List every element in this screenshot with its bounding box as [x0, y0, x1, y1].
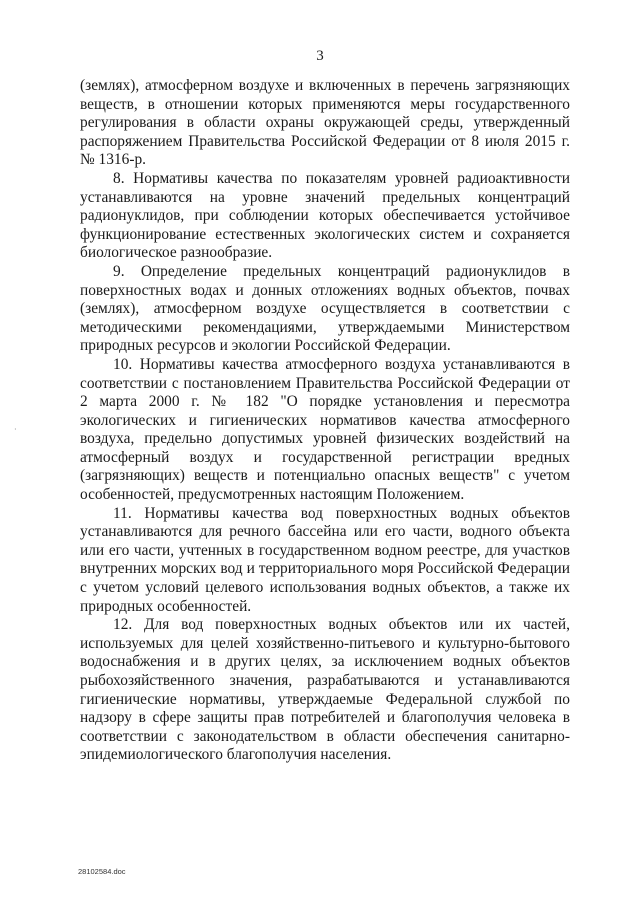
margin-mark: ·: [14, 425, 17, 434]
paragraph-8: 8. Нормативы качества по показателям уровней радиоактивности устанавливаются на уровне значений предельных концентраций радионуклидов, при соблюдении которых обеспечивается устойчивое функционирование естественных экологических систем и сохраняется биологическое разнообразие.: [80, 169, 570, 262]
page-number: 3: [316, 48, 324, 64]
paragraph-10: 10. Нормативы качества атмосферного воздуха устанавливаются в соответствии с постановлением Правительства Российской Федерации от 2 марта 2000 г. № 182 "О порядке установления и пересмотра экологических и гигиенических нормативов качества атмосферного воздуха, предельно допустимых уровней физических воздействий на атмосферный воздух и государственной регистрации вредных (загрязняющих) веществ и потенциально опасных веществ" с учетом особенностей, предусмотренных настоящим Положением.: [80, 355, 570, 504]
document-body: [80, 77, 570, 765]
footer-file-code: 28102584.doc: [78, 867, 126, 876]
paragraph-continuation: (землях), атмосферном воздухе и включенных в перечень загрязняющих веществ, в отношении которых применяются меры государственного регулирования в области охраны окружающей среды, утвержденный распоряжением Правительства Российской Федерации от 8 июля 2015 г. № 1316-р.: [80, 77, 570, 169]
paragraph-12: 12. Для вод поверхностных водных объектов или их частей, используемых для целей хозяйственно-питьевого и культурно-бытового водоснабжения и в других целях, за исключением водных объектов рыбохозяйственного значения, разрабатываются и устанавливаются гигиенические нормативы, утверждаемые Федеральной службой по надзору в сфере защиты прав потребителей и благополучия человека в соответствии с законодательством в области обеспечения санитарно-эпидемиологического благополучия населения.: [80, 616, 570, 764]
paragraph-9: 9. Определение предельных концентраций радионуклидов в поверхностных водах и донных отложениях водных объектов, почвах (землях), атмосферном воздухе осуществляется в соответствии с методическими рекомендациями, утверждаемыми Министерством природных ресурсов и экологии Российской Федерации.: [80, 262, 570, 355]
paragraph-11: 11. Нормативы качества вод поверхностных водных объектов устанавливаются для речного бассейна или его части, водного объекта или его части, учтенных в государственном водном реестре, для участков внутренних морских вод и территориального моря Российской Федерации с учетом условий целевого использования водных объектов, а также их природных особенностей.: [80, 504, 570, 615]
